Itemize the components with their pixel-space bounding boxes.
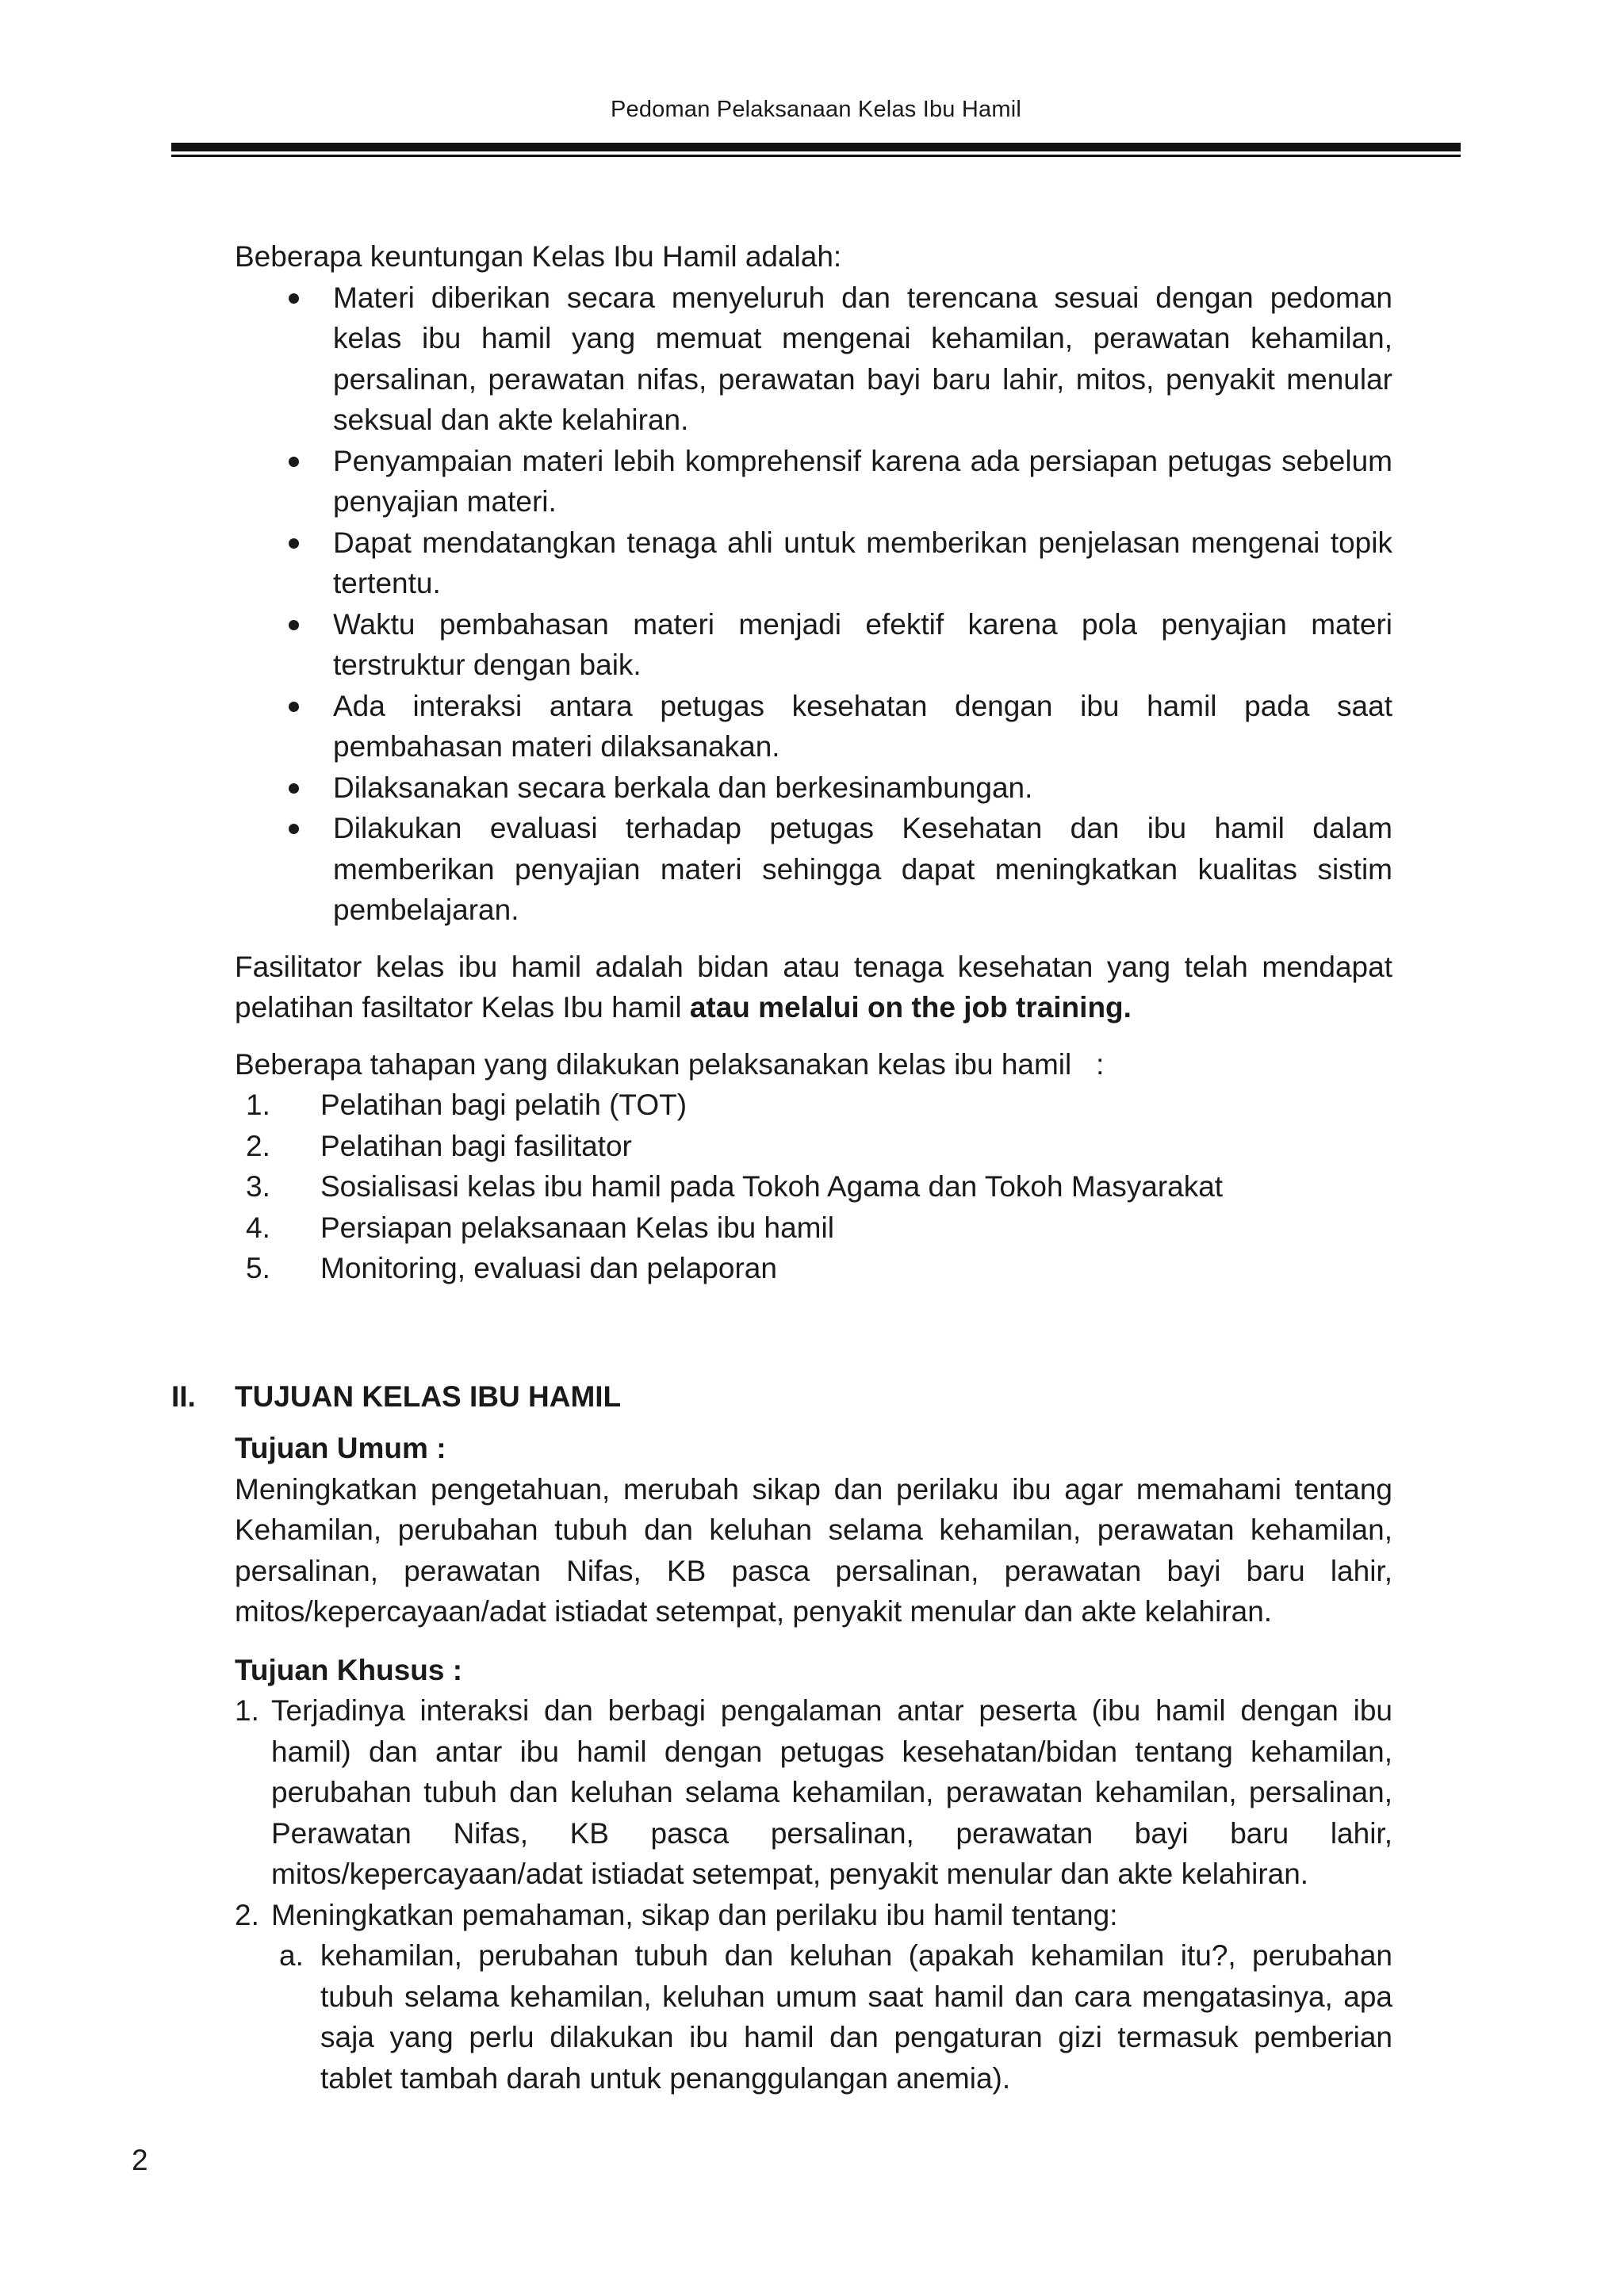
stage-item [235,1126,1392,1167]
stages-list [235,1085,1392,1289]
specific-goal-text: Terjadinya interaksi dan berbagi pengalaman antar peserta (ibu hamil dengan ibu hamil) dan antar ibu hamil dengan petugas kesehatan/bidan tentang kehamilan, perubahan tubuh dan keluhan selama kehamilan, perawatan kehamilan, persalinan, Perawatan Nifas, KB pasca persalinan, perawatan bayi baru lahir, mitos/kepercayaan/adat istiadat setempat, penyakit menular dan akte kelahiran. [271,1694,1392,1890]
section-number: II. [171,1380,196,1413]
stage-text: Sosialisasi kelas ibu hamil pada Tokoh Agama dan Tokoh Masyarakat [320,1170,1224,1203]
benefit-item [235,441,1392,522]
specific-goal-heading: Tujuan Khusus : [235,1653,463,1686]
benefit-text: Penyampaian materi lebih komprehensif karena ada persiapan petugas sebelum penyajian materi. [333,444,1392,518]
stage-text: Monitoring, evaluasi dan pelaporan [320,1252,777,1284]
benefits-list [235,277,1392,931]
facilitator-paragraph [235,947,1392,1028]
stage-number: 3. [246,1170,270,1203]
bullet-icon [289,293,299,304]
stage-item [235,1085,1392,1126]
general-goal-text: Meningkatkan pengetahuan, merubah sikap dan perilaku ibu agar memahami tentang Kehamilan, perubahan tubuh dan keluhan selama kehamilan, perawatan kehamilan, persalinan, perawatan Nifas, KB pasca persalinan, perawatan bayi baru lahir, mitos/kepercayaan/adat istiadat setempat, penyakit menular dan akte kelahiran. [235,1472,1392,1628]
benefit-text: Dapat mendatangkan tenaga ahli untuk memberikan penjelasan mengenai topik tertentu. [333,526,1392,599]
benefit-item [235,277,1392,441]
general-goal-heading: Tujuan Umum : [235,1432,446,1464]
benefit-item [235,767,1392,809]
specific-goal-text: Meningkatkan pemahaman, sikap dan perilaku ibu hamil tentang: [271,1898,1118,1931]
benefit-item [235,808,1392,931]
specific-goal-list [235,1690,1392,2099]
stage-text: Persiapan pelaksanaan Kelas ibu hamil [320,1211,834,1244]
benefits-intro: Beberapa keuntungan Kelas Ibu Hamil adalah: [235,240,842,273]
benefit-text: Ada interaksi antara petugas kesehatan dengan ibu hamil pada saat pembahasan materi dilaksanakan. [333,689,1392,763]
benefit-text: Dilaksanakan secara berkala dan berkesinambungan. [333,771,1033,804]
stage-item [235,1166,1392,1207]
benefit-item [235,686,1392,767]
stage-number: 5. [246,1252,270,1284]
stage-number: 2. [246,1129,270,1162]
bullet-icon [289,457,299,467]
bullet-icon [289,620,299,630]
section-title: TUJUAN KELAS IBU HAMIL [235,1380,622,1413]
bullet-icon [289,783,299,794]
bullet-icon [289,824,299,834]
header-rule-thick [171,143,1461,151]
stage-item [235,1248,1392,1289]
benefit-item [235,522,1392,604]
benefit-text: Dilakukan evaluasi terhadap petugas Kesehatan dan ibu hamil dalam memberikan penyajian materi sehingga dapat meningkatkan kualitas sistim pembelajaran. [333,812,1392,926]
specific-goal-item [235,1690,1392,1895]
stage-number: 4. [246,1211,270,1244]
stage-number: 1. [246,1089,270,1121]
stages-intro: Beberapa tahapan yang dilakukan pelaksanakan kelas ibu hamil : [235,1047,1105,1081]
section-heading [171,1376,1392,1418]
specific-goal-subitem [271,1935,1392,2099]
stage-item [235,1207,1392,1249]
page-content [171,236,1392,2099]
facilitator-bold-text: atau melalui on the job training. [689,991,1132,1024]
benefit-item [235,604,1392,686]
specific-goal-number: 1. [235,1694,259,1727]
facilitator-text: Fasilitator kelas ibu hamil adalah bidan atau tenaga kesehatan yang telah mendapat pelatihan fasiltator Kelas Ibu hamil [235,950,1392,1024]
stage-text: Pelatihan bagi fasilitator [320,1129,632,1162]
subitem-letter: a. [279,1939,304,1972]
specific-goal-number: 2. [235,1898,259,1931]
header-rule-thin [171,155,1461,157]
page-number: 2 [132,2144,148,2176]
specific-goal-sublist [271,1935,1392,2099]
benefit-text: Waktu pembahasan materi menjadi efektif karena pola penyajian materi terstruktur dengan baik. [333,607,1392,681]
bullet-icon [289,538,299,549]
specific-goal-item [235,1895,1392,2099]
benefit-text: Materi diberikan secara menyeluruh dan terencana sesuai dengan pedoman kelas ibu hamil yang memuat mengenai kehamilan, perawatan kehamilan, persalinan, perawatan nifas, perawatan bayi baru lahir, mitos, penyakit menular seksual dan akte kelahiran. [333,281,1392,436]
subitem-text: kehamilan, perubahan tubuh dan keluhan (apakah kehamilan itu?, perubahan tubuh selama kehamilan, keluhan umum saat hamil dan cara mengatasinya, apa saja yang perlu dilakukan ibu hamil dan pengaturan gizi termasuk pemberian tablet tambah darah untuk penanggulangan anemia). [320,1939,1392,2095]
running-header: Pedoman Pelaksanaan Kelas Ibu Hamil [610,97,1022,122]
stage-text: Pelatihan bagi pelatih (TOT) [320,1089,688,1121]
bullet-icon [289,702,299,712]
